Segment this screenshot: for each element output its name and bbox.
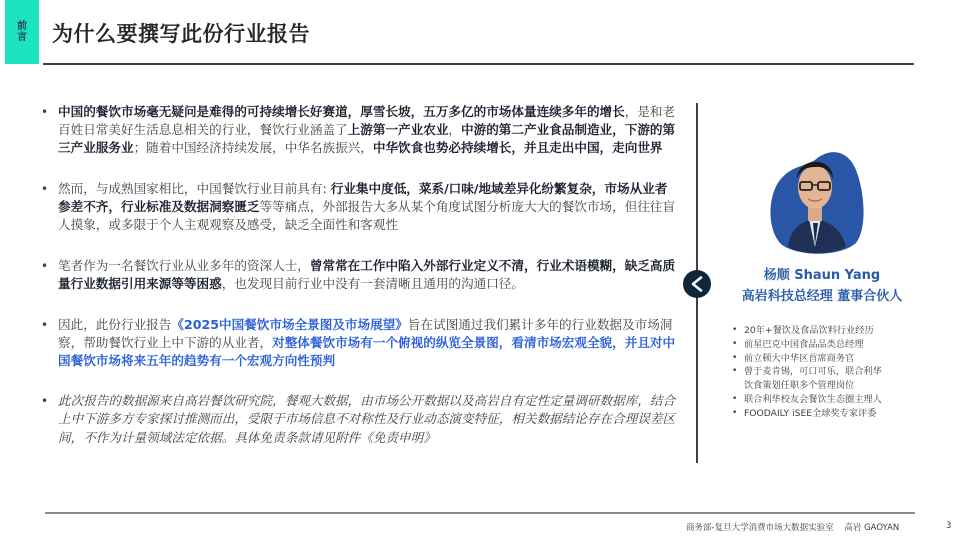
bullet-text-segment: 因此，此份行业报告 xyxy=(58,316,172,332)
bio-item: • 前立顿大中华区首席商务官 xyxy=(730,352,930,366)
reason-bullet xyxy=(36,392,676,447)
bullet-text-segment: ，是和老百姓日常美好生活息息相关的行业，餐饮行业涵盖了 xyxy=(58,104,676,138)
bio-item: • FOODAILY iSEE全球奖专家评委 xyxy=(730,407,930,421)
bullet-text-segment: 此次报告的数据源来自高岩餐饮研究院，餐观大数据，由市场公开数据以及高岩自有定性定量调研数据库，结合上中下游多方专家探讨推测而出，受限于市场信息不对称性及行业动态演变特征，相关数据结论存在合理误差区间，不作为计量领域法定依据。具体免责条款请见附件《免责申明》 xyxy=(58,393,676,445)
bullet-text-segment: 旨在试图通过我们累计多年的行业数据及市场洞察，帮助餐饮行业上中下游的从业者， xyxy=(58,316,673,350)
bullet-text-segment: 中国的餐饮市场毫无疑问是难得的可持续增长好赛道，厚雪长坡，五万多亿的市场体量连续多年的增长 xyxy=(58,104,625,119)
bullet-text-segment: 对整体餐饮市场有一个俯视的纵览全景图，看清市场宏观全貌，并且对中国餐饮市场将来五年的趋势有一个宏观方向性预判 xyxy=(58,334,676,369)
bullet-text-segment: ，也发现目前行业中没有一套清晰且通用的沟通口径。 xyxy=(221,276,524,292)
bullet-text-segment: ， xyxy=(448,122,461,138)
bullet-text-segment: 笔者作为一名餐饮行业从业多年的资深人士， xyxy=(58,258,310,274)
header-divider xyxy=(43,63,914,65)
reason-bullet xyxy=(36,180,676,235)
bio-item: • 曾于麦肯锡，可口可乐，联合利华饮食策划任职多个管理岗位 xyxy=(730,365,890,393)
profile-name: 杨顺 Shaun Yang xyxy=(763,268,881,283)
section-tag-char: 言 xyxy=(17,32,27,43)
bio-item: • 联合利华校友会餐饮生态圈主理人 xyxy=(730,393,930,407)
bullet-text-segment: 曾常常在工作中陷入外部行业定义不清，行业术语模糊，缺乏高质量行业数据引用来源等等困惑 xyxy=(58,258,676,292)
profile-photo xyxy=(760,135,870,255)
bullet-text-segment: 行业集中度低，菜系/口味/地域差异化纷繁复杂，市场从业者参差不齐，行业标准及数据洞察匮乏 xyxy=(58,180,668,214)
footer-divider xyxy=(45,512,915,514)
profile-title: 高岩科技总经理 董事合伙人 xyxy=(741,289,903,304)
section-tag xyxy=(5,0,39,64)
profile-bio-list xyxy=(730,324,930,421)
bullet-text-segment: 上游第一产业农业 xyxy=(347,122,449,138)
bullet-text-segment: 中华饮食也势必持续增长，并且走出中国，走向世界 xyxy=(372,140,663,156)
bio-item: • 前星巴克中国食品品类总经理 xyxy=(730,338,930,352)
bullet-text-segment: 《2025中国餐饮市场全景图及市场展望》 xyxy=(171,316,408,332)
reasons-list xyxy=(36,103,676,471)
bullet-text-segment: 等等痛点，外部报告大多从某个角度试图分析庞大大的餐饮市场，但往往盲人摸象，或多限于个人主观观察及感受，缺乏全面性和客观性 xyxy=(58,198,676,233)
bio-item: • 20年+餐饮及食品饮料行业经历 xyxy=(730,324,930,338)
page-title: 为什么要撰写此份行业报告 xyxy=(52,22,310,46)
bullet-text-segment: ；随着中国经济持续发展，中华名族振兴， xyxy=(133,140,373,156)
reason-bullet xyxy=(36,316,676,371)
section-tag-char: 前 xyxy=(17,21,27,32)
page-number: 3 xyxy=(946,521,952,531)
bullet-text-segment: 然而，与成熟国家相比，中国餐饮行业目前具有: xyxy=(58,180,331,196)
bullet-text-segment: 中游的第二产业食品制造业，下游的第三产业服务业 xyxy=(58,122,676,156)
reason-bullet xyxy=(36,103,676,158)
reason-bullet xyxy=(36,257,676,293)
footer-source: 商务部-复旦大学消费市场大数据实验室 高岩 GAOYAN xyxy=(686,523,900,533)
